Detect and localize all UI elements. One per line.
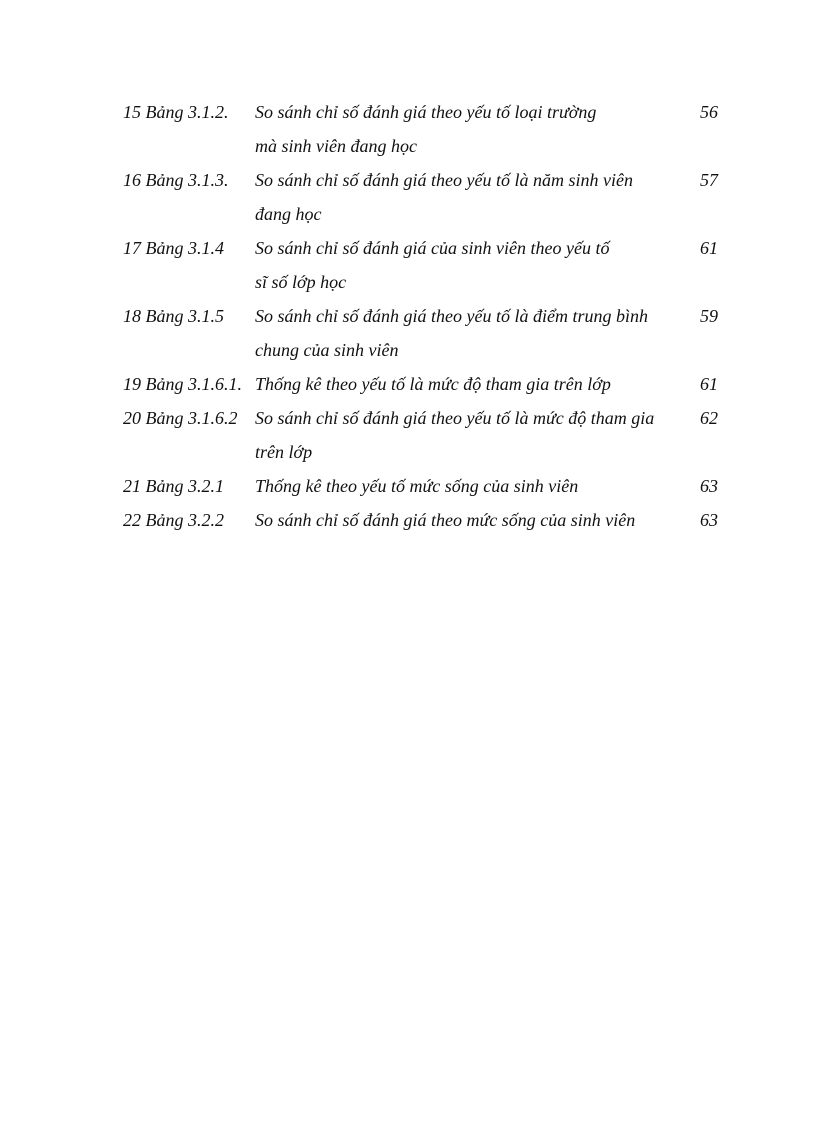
entry-description [255,299,695,367]
entry-label: 16 Bảng 3.1.3. [123,170,229,190]
entry-page-number: 61 [700,238,718,258]
table-list [123,95,723,537]
entry-label: 22 Bảng 3.2.2 [123,510,224,530]
toc-entry-16[interactable] [123,163,723,231]
entry-description [255,163,695,231]
entry-description-line-2: đang học [255,204,322,224]
entry-label: 18 Bảng 3.1.5 [123,306,224,326]
toc-entry-18[interactable] [123,299,723,367]
entry-description [255,469,695,503]
entry-page-number: 59 [700,306,718,326]
entry-label: 20 Bảng 3.1.6.2 [123,408,238,428]
entry-description [255,503,695,537]
entry-label: 21 Bảng 3.2.1 [123,476,224,496]
entry-description [255,231,695,299]
entry-description-line-1: So sánh chỉ số đánh giá theo yếu tố là mức độ tham gia [255,408,655,428]
entry-page-number: 56 [700,102,718,122]
entry-description-line-1: So sánh chỉ số đánh giá theo yếu tố loại trường [255,102,597,122]
entry-description-line-1: So sánh chỉ số đánh giá của sinh viên theo yếu tố [255,238,610,258]
toc-entry-21[interactable] [123,469,723,503]
entry-description-line-1: Thống kê theo yếu tố là mức độ tham gia trên lớp [255,374,611,394]
entry-description [255,95,695,163]
toc-entry-20[interactable] [123,401,723,469]
entry-description-line-2: sĩ số lớp học [255,272,347,292]
entry-description [255,401,695,469]
entry-description-line-1: So sánh chỉ số đánh giá theo mức sống của sinh viên [255,510,636,530]
toc-entry-22[interactable] [123,503,723,537]
entry-description [255,367,695,401]
entry-description-line-2: mà sinh viên đang học [255,136,417,156]
entry-label: 19 Bảng 3.1.6.1. [123,374,242,394]
entry-page-number: 62 [700,408,718,428]
entry-label: 15 Bảng 3.1.2. [123,102,229,122]
entry-page-number: 63 [700,510,718,530]
toc-entry-17[interactable] [123,231,723,299]
entry-page-number: 57 [700,170,718,190]
entry-description-line-1: So sánh chỉ số đánh giá theo yếu tố là năm sinh viên [255,170,633,190]
entry-description-line-2: chung của sinh viên [255,340,399,360]
entry-description-line-1: So sánh chỉ số đánh giá theo yếu tố là điểm trung bình [255,306,648,326]
entry-description-line-1: Thống kê theo yếu tố mức sống của sinh viên [255,476,579,496]
entry-label: 17 Bảng 3.1.4 [123,238,224,258]
toc-entry-15[interactable] [123,95,723,163]
entry-page-number: 63 [700,476,718,496]
entry-description-line-2: trên lớp [255,442,313,462]
entry-page-number: 61 [700,374,718,394]
toc-entry-19[interactable] [123,367,723,401]
